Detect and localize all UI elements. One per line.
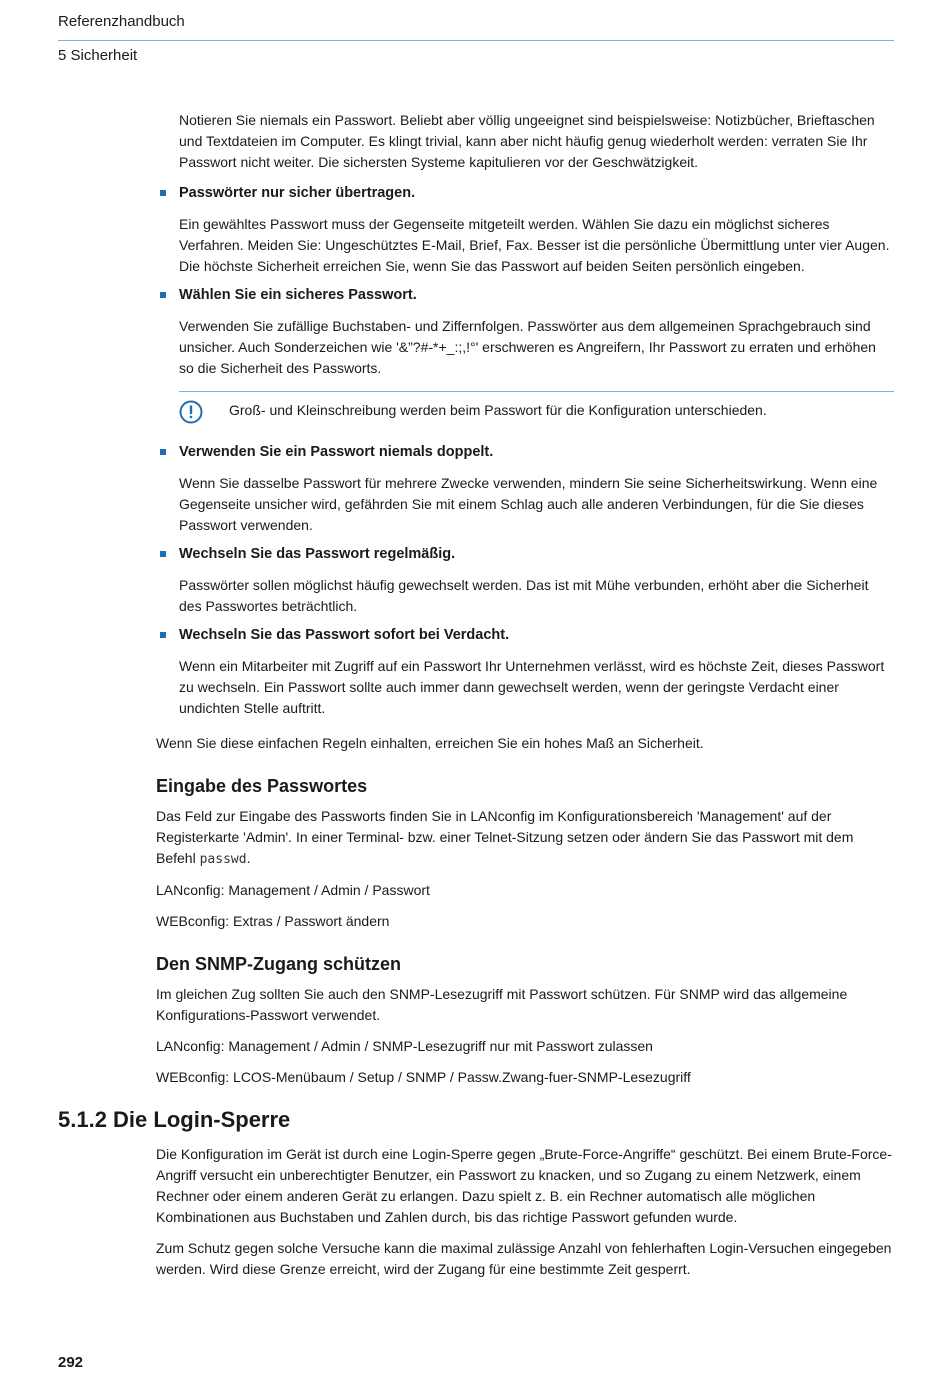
- bullet-heading: Wechseln Sie das Passwort regelmäßig.: [179, 544, 894, 565]
- chapter-title: 5 Sicherheit: [58, 47, 138, 64]
- section-heading: Den SNMP-Zugang schützen: [156, 954, 402, 974]
- bullet-heading: Wechseln Sie das Passwort sofort bei Verdacht.: [179, 625, 894, 646]
- intro-paragraph: Notieren Sie niemals ein Passwort. Beliebt aber völlig ungeeignet sind beispielsweise: Notizbücher, Brieftaschen und Textdateien im Computer. Es klingt trivial, kann aber nicht häufig genug wiederholt werden: verraten Sie Ihr Passwort nicht weiter. Die sichersten Systeme kapitulieren vor der Geschwätzigkeit.: [179, 112, 875, 170]
- bullet-text: Ein gewähltes Passwort muss der Gegenseite mitgeteilt werden. Wählen Sie dazu ein möglichst sicheres Verfahren. Meiden Sie: Ungeschütztes E-Mail, Brief, Fax. Besser ist die persönliche Übermittlung unter vier Augen. Die höchste Sicherheit erreichen Sie, wenn Sie das Passwort auf beiden Seiten persönlich eingeben.: [179, 216, 890, 274]
- bullet-square-icon: [160, 632, 166, 638]
- bullet-square-icon: [160, 449, 166, 455]
- exclamation-circle-icon: [179, 400, 203, 424]
- page-number: 292: [58, 1354, 84, 1371]
- bullet-text: Verwenden Sie zufällige Buchstaben- und Ziffernfolgen. Passwörter aus dem allgemeinen Sprachgebrauch sind unsicher. Auch Sonderzeichen wie '&”?#-*+_:;,!°' erschweren es Angreifern, Ihr Passwort zu erraten und erhöhen so die Sicherheit des Passworts.: [179, 318, 876, 376]
- bullet-heading: Passwörter nur sicher übertragen.: [179, 183, 894, 204]
- bullet-heading: Verwenden Sie ein Passwort niemals doppelt.: [179, 442, 894, 463]
- note-box: [179, 391, 894, 432]
- document-title: Referenzhandbuch: [58, 13, 185, 30]
- snmp-paragraph: Im gleichen Zug sollten Sie auch den SNMP-Lesezugriff mit Passwort schützen. Für SNMP wird das allgemeine Konfigurations-Passwort verwendet.: [156, 986, 848, 1023]
- section-heading-main: 5.1.2 Die Login-Sperre: [58, 1107, 291, 1132]
- login-paragraph: Zum Schutz gegen solche Versuche kann die maximal zulässige Anzahl von fehlerhaften Login-Versuchen eingegeben werden. Wird diese Grenze erreicht, wird der Zugang für eine bestimmte Zeit gesperrt.: [156, 1240, 892, 1277]
- lanconfig-path: LANconfig: Management / Admin / SNMP-Lesezugriff nur mit Passwort zulassen: [156, 1038, 653, 1054]
- bullet-text: Wenn Sie dasselbe Passwort für mehrere Zwecke verwenden, mindern Sie seine Sicherheitswirkung. Wenn eine Gegenseite unsicher wird, gefährden Sie mit einem Schlag auch alle anderen Verbindungen, für die Sie dieses Passwort verwenden.: [179, 475, 878, 533]
- bullet-square-icon: [160, 292, 166, 298]
- bullet-text: Wenn ein Mitarbeiter mit Zugriff auf ein Passwort Ihr Unternehmen verlässt, wird es höchste Zeit, dieses Passwort zu wechseln. Ein Passwort sollte auch immer dann gewechselt werden, wenn der geringste Verdacht einer undichten Stelle auftritt.: [179, 658, 885, 716]
- header-rule: [58, 40, 894, 41]
- note-text: Groß- und Kleinschreibung werden beim Passwort für die Konfiguration unterschieden.: [229, 402, 767, 418]
- page-content: [0, 110, 950, 1280]
- section-heading: Eingabe des Passwortes: [156, 776, 368, 796]
- webconfig-path: WEBconfig: Extras / Passwort ändern: [156, 913, 390, 929]
- bullet-text: Passwörter sollen möglichst häufig gewechselt werden. Das ist mit Mühe verbunden, erhöht aber die Sicherheit des Passwortes beträchtlich.: [179, 577, 869, 614]
- eingabe-paragraph: Das Feld zur Eingabe des Passworts finden Sie in LANconfig im Konfigurationsbereich 'Management' auf der Registerkarte 'Admin'. In einer Terminal- bzw. einer Telnet-Sitzung setzen oder ändern Sie das Passwort mit dem Befehl passwd.: [156, 808, 854, 867]
- bullet-square-icon: [160, 551, 166, 557]
- bullet-heading: Wählen Sie ein sicheres Passwort.: [179, 285, 894, 306]
- passwd-command: passwd: [199, 852, 247, 867]
- bullet-square-icon: [160, 190, 166, 196]
- login-paragraph: Die Konfiguration im Gerät ist durch eine Login-Sperre gegen „Brute-Force-Angriffe“ geschützt. Bei einem Brute-Force-Angriff versucht ein unberechtigter Benutzer, ein Passwort zu knacken, und so Zugang zu einem Netzwerk, einem Rechner oder einem anderen Gerät zu erlangen. Dazu spielt z. B. ein Rechner automatisch alle möglichen Kombinationen aus Buchstaben und Zahlen durch, bis das richtige Passwort gefunden wurde.: [156, 1146, 892, 1225]
- lanconfig-path: LANconfig: Management / Admin / Passwort: [156, 882, 430, 898]
- summary-paragraph: Wenn Sie diese einfachen Regeln einhalten, erreichen Sie ein hohes Maß an Sicherheit.: [156, 735, 704, 751]
- running-head: [58, 12, 894, 66]
- webconfig-path: WEBconfig: LCOS-Menübaum / Setup / SNMP / Passw.Zwang-fuer-SNMP-Lesezugriff: [156, 1069, 691, 1085]
